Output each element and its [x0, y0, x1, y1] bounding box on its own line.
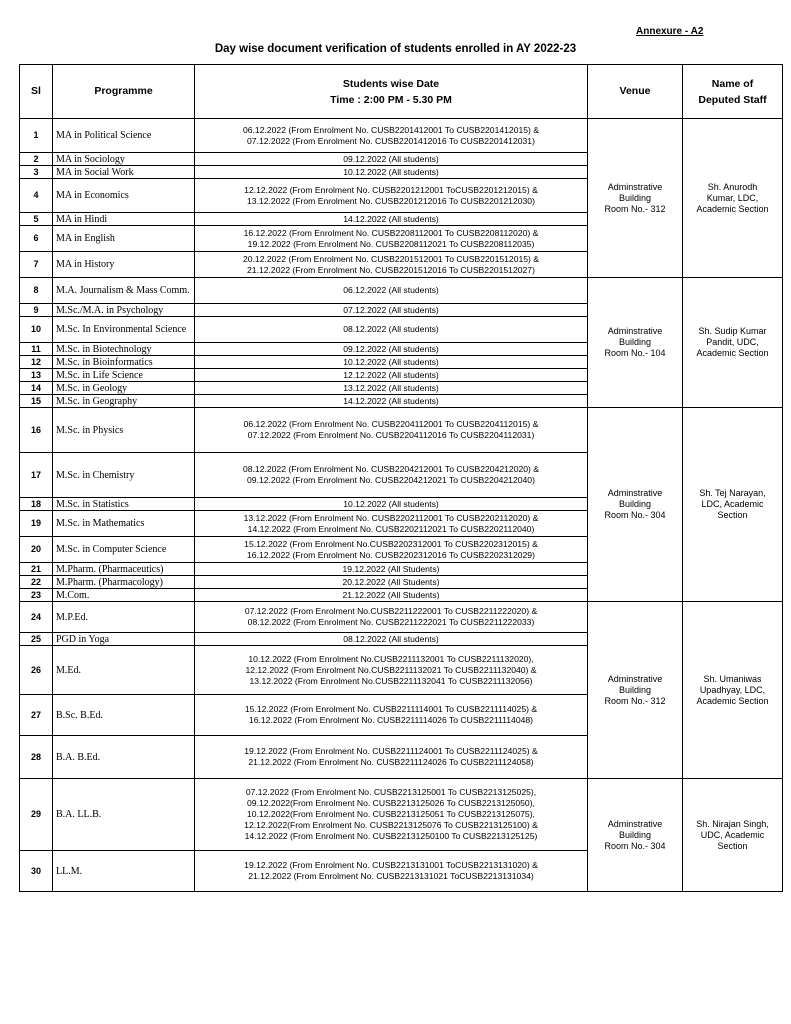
row-dates — [195, 779, 588, 851]
venue-line: Adminstrative — [607, 818, 663, 829]
row-dates — [195, 408, 588, 453]
venue-line: Room No.- 104 — [604, 348, 666, 358]
date-line: 13.12.2022 (From Enrolment No. CUSB2202112001 To CUSB2202112020) & — [243, 512, 539, 523]
row-programme: M.Sc. In Environmental Science — [53, 317, 195, 343]
date-line: 14.12.2022 (All students) — [343, 395, 439, 406]
staff-line: UDC, Academic — [700, 829, 765, 840]
row-serial-number: 18 — [20, 498, 53, 511]
table-header-row — [20, 65, 783, 119]
date-line: 07.12.2022 (From Enrolment No.CUSB2211222001 To CUSB2211222020) & — [244, 606, 538, 616]
row-dates — [195, 736, 588, 779]
row-dates — [195, 602, 588, 633]
table-row — [20, 408, 783, 453]
date-line: 10.12.2022 (All students) — [343, 166, 439, 177]
date-line: 06.12.2022 (From Enrolment No. CUSB2204112001 To CUSB2204112015) & — [243, 419, 539, 429]
row-dates — [195, 369, 588, 382]
row-programme: B.A. LL.B. — [53, 779, 195, 851]
row-serial-number: 10 — [20, 317, 53, 343]
row-serial-number: 12 — [20, 356, 53, 369]
staff-line: Section — [717, 840, 748, 851]
header-date-time: Time : 2:00 PM - 5.30 PM — [330, 93, 452, 106]
date-line: 20.12.2022 (All Students) — [342, 576, 440, 587]
header-programme: Programme — [53, 65, 195, 119]
annexure-label: Annexure - A2 — [636, 26, 704, 37]
venue-line: Room No.- 312 — [604, 203, 666, 214]
schedule-table — [19, 64, 783, 892]
row-dates — [195, 695, 588, 736]
row-dates — [195, 304, 588, 317]
date-line: 12.12.2022(From Enrolment No. CUSB2213125076 To CUSB2213125100) & — [244, 820, 538, 830]
staff-line: Sh. Anurodh — [707, 181, 758, 192]
date-line: 16.12.2022 (From Enrolment No. CUSB2211114026 To CUSB2211114048) — [248, 715, 534, 725]
staff-line: Sh. Nirajan Singh, — [696, 818, 769, 829]
row-programme: M.Sc. in Chemistry — [53, 453, 195, 498]
table-row — [20, 602, 783, 633]
row-programme: MA in Political Science — [53, 119, 195, 153]
deputed-staff-cell — [683, 119, 783, 278]
date-line: 08.12.2022 (All students) — [343, 324, 439, 334]
date-line: 08.12.2022 (From Enrolment No. CUSB2211222021 To CUSB2211222033) — [247, 617, 535, 627]
row-dates — [195, 589, 588, 602]
row-serial-number: 30 — [20, 851, 53, 892]
staff-line: Section — [717, 510, 748, 520]
row-serial-number: 20 — [20, 537, 53, 563]
row-programme: M.Sc. in Bioinformatics — [53, 356, 195, 369]
row-serial-number: 14 — [20, 382, 53, 395]
venue-cell — [588, 119, 683, 278]
table-row — [20, 278, 783, 304]
row-serial-number: 2 — [20, 153, 53, 166]
date-line: 16.12.2022 (From Enrolment No. CUSB2208112001 To CUSB2208112020) & — [243, 227, 539, 238]
staff-line: Upadhyay, LDC, — [699, 684, 766, 695]
row-programme: MA in History — [53, 252, 195, 278]
date-line: 07.12.2022 (All students) — [343, 304, 439, 315]
venue-line: Adminstrative — [607, 673, 663, 684]
table-row — [20, 779, 783, 851]
venue-line: Room No.- 304 — [604, 510, 666, 520]
row-serial-number: 9 — [20, 304, 53, 317]
row-serial-number: 1 — [20, 119, 53, 153]
row-serial-number: 3 — [20, 166, 53, 179]
venue-line: Room No.- 304 — [604, 840, 666, 851]
date-line: 19.12.2022 (From Enrolment No. CUSB2208112021 To CUSB2208112035) — [247, 238, 535, 249]
document-title: Day wise document verification of students enrolled in AY 2022-23 — [214, 43, 577, 55]
row-programme: MA in Sociology — [53, 153, 195, 166]
date-line: 12.12.2022 (From Enrolment No. CUSB2201212001 ToCUSB2201212015) & — [244, 184, 538, 195]
date-line: 21.12.2022 (All Students) — [342, 589, 440, 600]
venue-line: Building — [618, 684, 652, 695]
row-dates — [195, 498, 588, 511]
date-line: 13.12.2022 (From Enrolment No.CUSB2211132041 To CUSB2211132056) — [249, 675, 533, 686]
date-line: 06.12.2022 (All students) — [343, 285, 439, 295]
row-programme: MA in Economics — [53, 179, 195, 213]
date-line: 09.12.2022 (All students) — [343, 343, 439, 354]
header-staff-line2: Deputed Staff — [698, 93, 767, 106]
table-row — [20, 119, 783, 153]
row-serial-number: 7 — [20, 252, 53, 278]
venue-cell — [588, 602, 683, 779]
row-serial-number: 13 — [20, 369, 53, 382]
date-line: 10.12.2022 (From Enrolment No.CUSB2211132001 To CUSB2211132020), — [248, 653, 534, 664]
row-serial-number: 16 — [20, 408, 53, 453]
venue-line: Building — [618, 192, 652, 203]
row-programme: PGD in Yoga — [53, 633, 195, 646]
row-programme: M.Sc. in Mathematics — [53, 511, 195, 537]
row-serial-number: 21 — [20, 563, 53, 576]
date-line: 19.12.2022 (From Enrolment No. CUSB2211124001 To CUSB2211124025) & — [244, 746, 538, 756]
row-programme: M.Pharm. (Pharmacology) — [53, 576, 195, 589]
row-programme: B.A. B.Ed. — [53, 736, 195, 779]
row-dates — [195, 356, 588, 369]
row-dates — [195, 633, 588, 646]
header-sl: Sl — [20, 65, 53, 119]
header-venue: Venue — [588, 65, 683, 119]
date-line: 16.12.2022 (From Enrolment No. CUSB2202312016 To CUSB2202312029) — [247, 549, 535, 560]
row-programme: B.Sc. B.Ed. — [53, 695, 195, 736]
staff-line: Sh. Tej Narayan, — [699, 488, 766, 498]
date-line: 12.12.2022 (All students) — [343, 369, 439, 380]
row-dates — [195, 119, 588, 153]
row-dates — [195, 576, 588, 589]
date-line: 15.12.2022 (From Enrolment No.CUSB2202312001 To CUSB2202312015) & — [244, 538, 538, 549]
venue-line: Adminstrative — [607, 488, 663, 498]
row-dates — [195, 563, 588, 576]
row-serial-number: 28 — [20, 736, 53, 779]
row-serial-number: 19 — [20, 511, 53, 537]
row-dates — [195, 278, 588, 304]
venue-line: Room No.- 312 — [604, 695, 666, 706]
row-serial-number: 26 — [20, 646, 53, 695]
venue-line: Adminstrative — [607, 181, 663, 192]
staff-line: Sh. Umaniwas — [703, 673, 762, 684]
row-dates — [195, 511, 588, 537]
date-line: 10.12.2022(From Enrolment No. CUSB2213125051 To CUSB2213125075), — [247, 809, 535, 819]
date-line: 12.12.2022 (From Enrolment No.CUSB2211132021 To CUSB2211132040) & — [245, 664, 537, 675]
venue-line: Building — [618, 829, 652, 840]
venue-cell — [588, 408, 683, 602]
row-programme: M.Ed. — [53, 646, 195, 695]
date-line: 14.12.2022 (All students) — [343, 213, 439, 224]
row-dates — [195, 179, 588, 213]
row-serial-number: 23 — [20, 589, 53, 602]
row-dates — [195, 226, 588, 252]
row-serial-number: 6 — [20, 226, 53, 252]
row-dates — [195, 213, 588, 226]
date-line: 14.12.2022 (From Enrolment No. CUSB22131250100 To CUSB2213125125) — [244, 831, 538, 841]
staff-line: Pandit, UDC, — [706, 337, 759, 347]
row-programme: M.P.Ed. — [53, 602, 195, 633]
date-line: 10.12.2022 (All students) — [343, 498, 439, 509]
row-dates — [195, 317, 588, 343]
venue-line: Building — [618, 337, 652, 347]
staff-line: Kumar, LDC, — [706, 192, 759, 203]
date-line: 21.12.2022 (From Enrolment No. CUSB2201512016 To CUSB2201512027) — [247, 264, 535, 275]
staff-line: LDC, Academic — [701, 499, 764, 509]
date-line: 07.12.2022 (From Enrolment No. CUSB2201412016 To CUSB2201412031) — [247, 135, 535, 146]
row-programme: MA in Hindi — [53, 213, 195, 226]
row-dates — [195, 537, 588, 563]
date-line: 10.12.2022 (All students) — [343, 356, 439, 367]
date-line: 08.12.2022 (All students) — [343, 633, 439, 644]
row-serial-number: 29 — [20, 779, 53, 851]
row-dates — [195, 252, 588, 278]
venue-line: Building — [618, 499, 652, 509]
row-serial-number: 17 — [20, 453, 53, 498]
row-serial-number: 11 — [20, 343, 53, 356]
row-serial-number: 25 — [20, 633, 53, 646]
date-line: 19.12.2022 (From Enrolment No. CUSB2213131001 ToCUSB2213131020) & — [244, 860, 538, 870]
row-dates — [195, 395, 588, 408]
row-dates — [195, 851, 588, 892]
venue-line: Adminstrative — [607, 326, 663, 336]
deputed-staff-cell — [683, 602, 783, 779]
header-date — [195, 65, 588, 119]
row-programme: M.Sc. in Geology — [53, 382, 195, 395]
staff-line: Academic Section — [696, 348, 769, 358]
row-dates — [195, 382, 588, 395]
date-line: 08.12.2022 (From Enrolment No. CUSB2204212001 To CUSB2204212020) & — [242, 464, 540, 474]
table-body — [20, 119, 783, 892]
date-line: 06.12.2022 (From Enrolment No. CUSB2201412001 To CUSB2201412015) & — [242, 124, 540, 135]
row-serial-number: 22 — [20, 576, 53, 589]
row-programme: M.Sc./M.A. in Psychology — [53, 304, 195, 317]
header-date-title: Students wise Date — [342, 77, 440, 90]
row-programme: M.Sc. in Life Science — [53, 369, 195, 382]
date-line: 14.12.2022 (From Enrolment No. CUSB2202112021 To CUSB2202112040) — [247, 523, 535, 534]
row-programme: M.Sc. in Biotechnology — [53, 343, 195, 356]
date-line: 07.12.2022 (From Enrolment No. CUSB2204112016 To CUSB2204112031) — [247, 430, 535, 440]
row-programme: LL.M. — [53, 851, 195, 892]
row-programme: MA in English — [53, 226, 195, 252]
staff-line: Academic Section — [696, 203, 769, 214]
date-line: 09.12.2022 (From Enrolment No. CUSB2204212021 To CUSB2204212040) — [247, 475, 535, 485]
row-serial-number: 4 — [20, 179, 53, 213]
date-line: 09.12.2022 (All students) — [343, 153, 439, 164]
staff-line: Academic Section — [696, 695, 769, 706]
date-line: 20.12.2022 (From Enrolment No. CUSB2201512001 To CUSB2201512015) & — [242, 253, 540, 264]
row-serial-number: 8 — [20, 278, 53, 304]
deputed-staff-cell — [683, 278, 783, 408]
deputed-staff-cell — [683, 408, 783, 602]
row-programme: M.Pharm. (Pharmaceutics) — [53, 563, 195, 576]
venue-cell — [588, 278, 683, 408]
date-line: 21.12.2022 (From Enrolment No. CUSB2211124026 To CUSB2211124058) — [248, 757, 534, 767]
row-serial-number: 24 — [20, 602, 53, 633]
row-programme: M.Sc. in Physics — [53, 408, 195, 453]
row-programme: M.Sc. in Geography — [53, 395, 195, 408]
row-programme: M.Sc. in Statistics — [53, 498, 195, 511]
row-programme: M.Com. — [53, 589, 195, 602]
row-programme: MA in Social Work — [53, 166, 195, 179]
row-dates — [195, 453, 588, 498]
row-programme: M.A. Journalism & Mass Comm. — [53, 278, 195, 304]
date-line: 15.12.2022 (From Enrolment No. CUSB2211114001 To CUSB2211114025) & — [244, 704, 538, 714]
date-line: 13.12.2022 (All students) — [343, 382, 439, 393]
header-staff-line1: Name of — [711, 77, 754, 90]
row-serial-number: 15 — [20, 395, 53, 408]
row-serial-number: 5 — [20, 213, 53, 226]
row-dates — [195, 343, 588, 356]
date-line: 07.12.2022 (From Enrolment No. CUSB2213125001 To CUSB2213125025), — [245, 787, 537, 797]
row-serial-number: 27 — [20, 695, 53, 736]
date-line: 09.12.2022(From Enrolment No. CUSB2213125026 To CUSB2213125050), — [247, 798, 535, 808]
deputed-staff-cell — [683, 779, 783, 892]
date-line: 21.12.2022 (From Enrolment No. CUSB2213131021 ToCUSB2213131034) — [248, 871, 534, 881]
row-dates — [195, 166, 588, 179]
date-line: 13.12.2022 (From Enrolment No. CUSB2201212016 To CUSB2201212030) — [247, 195, 535, 206]
row-programme: M.Sc. in Computer Science — [53, 537, 195, 563]
staff-line: Sh. Sudip Kumar — [698, 326, 767, 336]
row-dates — [195, 646, 588, 695]
header-staff — [683, 65, 783, 119]
row-dates — [195, 153, 588, 166]
date-line: 19.12.2022 (All Students) — [342, 563, 440, 574]
venue-cell — [588, 779, 683, 892]
